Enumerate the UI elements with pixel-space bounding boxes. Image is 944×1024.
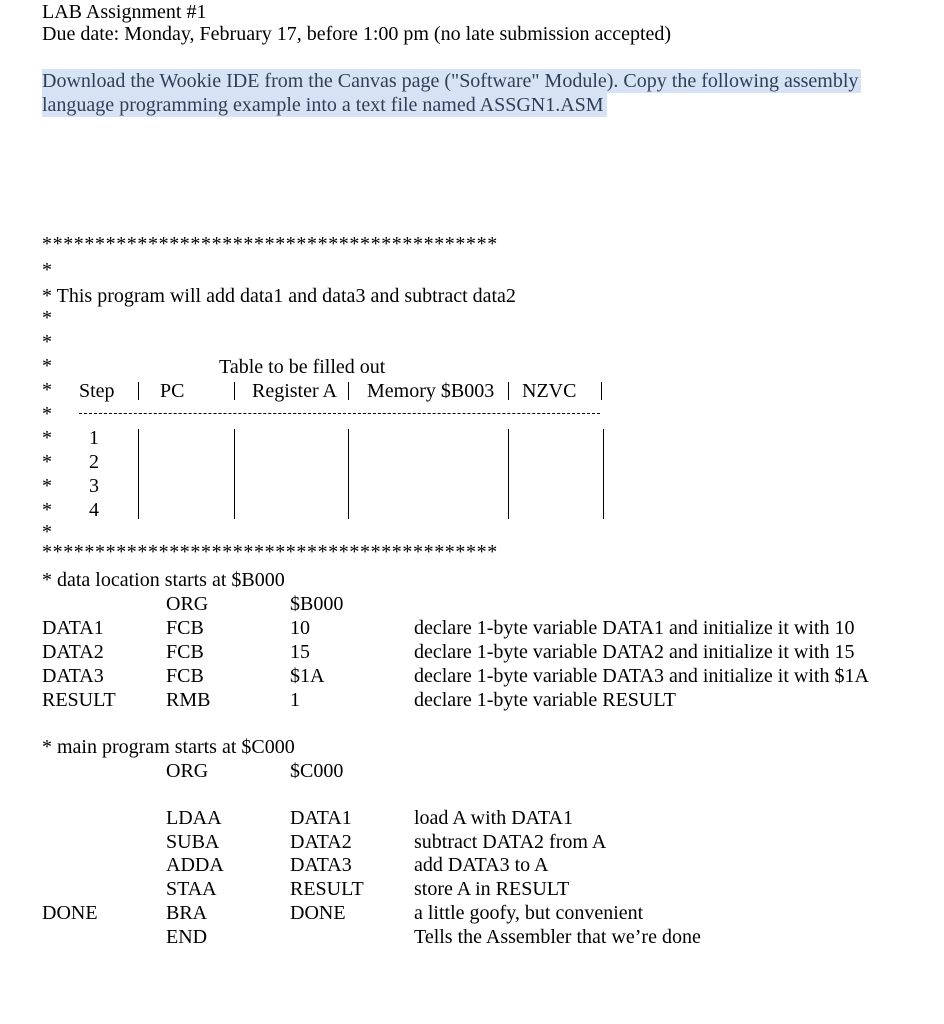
table-header-nzvc: NZVC <box>522 380 577 402</box>
line-comment: load A with DATA1 <box>414 807 573 829</box>
table-divider <box>234 429 235 519</box>
table-row-step: 3 <box>89 475 99 497</box>
operand: DONE <box>290 902 346 924</box>
operand: DATA3 <box>290 854 352 876</box>
data-section-comment: * data location starts at $B000 <box>42 569 285 591</box>
comment-star: * <box>42 307 52 329</box>
table-divider <box>138 429 139 519</box>
table-divider <box>138 382 139 400</box>
line-comment: Tells the Assembler that we’re done <box>414 926 701 948</box>
line-comment: declare 1-byte variable RESULT <box>414 689 676 711</box>
star-border-top: ******************************************* <box>42 233 498 255</box>
comment-star: * <box>42 451 52 473</box>
operand: $B000 <box>290 593 344 615</box>
opcode: BRA <box>166 902 208 924</box>
operand: $1A <box>290 665 325 687</box>
opcode: FCB <box>166 665 204 687</box>
comment-star: * <box>42 427 52 449</box>
line-comment: add DATA3 to A <box>414 854 549 876</box>
comment-star: * <box>42 355 52 377</box>
opcode: ORG <box>166 760 209 782</box>
table-divider <box>508 429 509 519</box>
program-description: * This program will add data1 and data3 and subtract data2 <box>42 285 516 307</box>
comment-star: * <box>42 403 52 425</box>
comment-star: * <box>42 475 52 497</box>
label: RESULT <box>42 689 116 711</box>
table-header-step: Step <box>79 380 115 402</box>
comment-star: * <box>42 521 52 543</box>
table-row-step: 1 <box>89 427 99 449</box>
table-header-register-a: Register A <box>252 380 337 402</box>
operand: 15 <box>290 641 310 663</box>
comment-star: * <box>42 259 52 281</box>
line-comment: a little goofy, but convenient <box>414 902 644 924</box>
table-separator <box>79 413 600 414</box>
table-divider <box>234 382 235 400</box>
instructions-line-2: language programming example into a text file named ASSGN1.ASM <box>42 93 607 117</box>
opcode: STAA <box>166 878 217 900</box>
operand: 1 <box>290 689 300 711</box>
label: DATA3 <box>42 665 104 687</box>
opcode: RMB <box>166 689 211 711</box>
comment-star: * <box>42 499 52 521</box>
operand: 10 <box>290 617 310 639</box>
main-section-comment: * main program starts at $C000 <box>42 736 295 758</box>
opcode: LDAA <box>166 807 222 829</box>
line-comment: declare 1-byte variable DATA3 and initialize it with $1A <box>414 665 869 687</box>
operand: $C000 <box>290 760 344 782</box>
table-divider <box>603 429 604 519</box>
table-header-pc: PC <box>160 380 185 402</box>
opcode: ORG <box>166 593 209 615</box>
line-comment: declare 1-byte variable DATA1 and initialize it with 10 <box>414 617 855 639</box>
star-border-bottom: ******************************************* <box>42 541 498 563</box>
line-comment: store A in RESULT <box>414 878 570 900</box>
table-row-step: 2 <box>89 451 99 473</box>
assignment-title: LAB Assignment #1 <box>42 1 207 23</box>
table-divider <box>348 382 349 400</box>
label: DONE <box>42 902 98 924</box>
operand: RESULT <box>290 878 364 900</box>
table-header-memory: Memory $B003 <box>367 380 495 402</box>
comment-star: * <box>42 379 52 401</box>
table-caption: Table to be filled out <box>219 356 386 378</box>
opcode: FCB <box>166 641 204 663</box>
table-divider <box>508 382 509 400</box>
table-divider <box>348 429 349 519</box>
label: DATA2 <box>42 641 104 663</box>
due-date: Due date: Monday, February 17, before 1:00 pm (no late submission accepted) <box>42 23 672 45</box>
instructions-line-1: Download the Wookie IDE from the Canvas page ("Software" Module). Copy the following assembly <box>42 69 861 93</box>
table-row-step: 4 <box>89 499 99 521</box>
line-comment: declare 1-byte variable DATA2 and initialize it with 15 <box>414 641 855 663</box>
opcode: END <box>166 926 208 948</box>
table-divider <box>601 382 602 400</box>
operand: DATA1 <box>290 807 352 829</box>
opcode: FCB <box>166 617 204 639</box>
label: DATA1 <box>42 617 104 639</box>
line-comment: subtract DATA2 from A <box>414 831 607 853</box>
operand: DATA2 <box>290 831 352 853</box>
opcode: ADDA <box>166 854 224 876</box>
comment-star: * <box>42 331 52 353</box>
opcode: SUBA <box>166 831 220 853</box>
